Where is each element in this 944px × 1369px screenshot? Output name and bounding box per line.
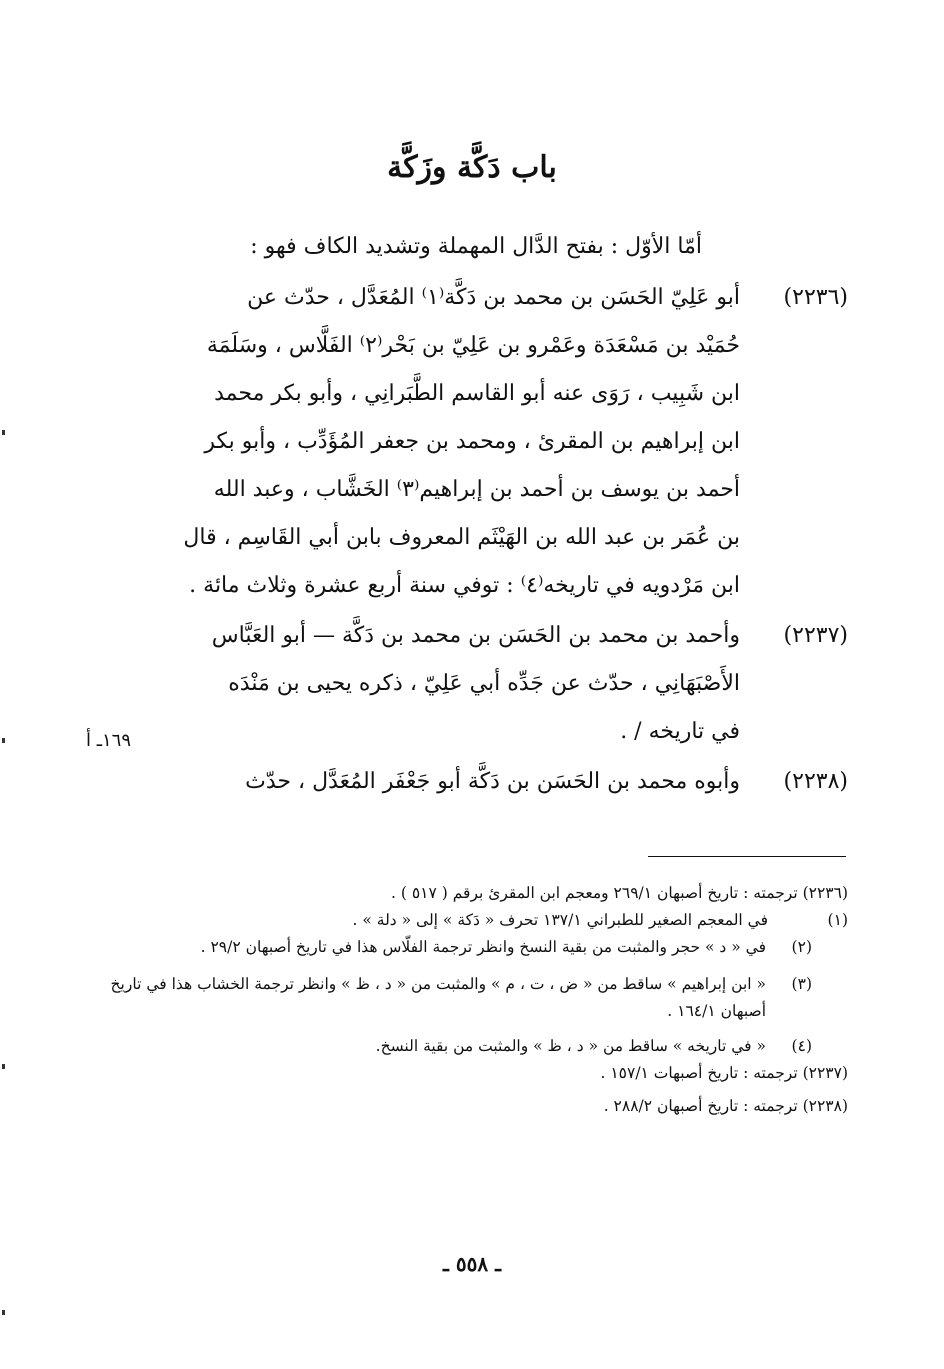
scan-edge-mark (2, 430, 5, 435)
entry-line: وأبوه محمد بن الحَسَن بن دَكَّة أبو جَعْفَر المُعَدَّل ، حدّث (245, 769, 740, 794)
entry-line: ابن شَبِيب ، رَوَى عنه أبو القاسم الطَّبَرانِي ، وأبو بكر محمد (214, 381, 740, 406)
footnote-mark: (١) (827, 911, 848, 929)
footnote-item (96, 880, 848, 907)
manuscript-folio-note: ١٦٩ـ أ (86, 730, 132, 751)
scan-edge-mark (2, 1310, 5, 1315)
footnote-item (96, 907, 848, 934)
footnote-text: « ابن إبراهيم » ساقط من « ض ، ت ، م » والمثبت من « د ، ظ » وانظر ترجمة الخشاب هذا في تاريخ أصبهان ١٦٤/١ . (110, 975, 766, 1020)
page-number: ـ ٥٥٨ ـ (443, 1252, 501, 1276)
footnote-item (96, 1033, 848, 1060)
footnote-text: (٢٢٣٨) ترجمته : تاريخ أصبهان ٢٨٨/٢ . (603, 1097, 848, 1115)
entry-text (104, 758, 740, 806)
entry-line: ابن إبراهيم بن المقرئ ، ومحمد بن جعفر المُؤَدِّب ، وأبو بكر (204, 429, 740, 454)
footnote-divider (648, 856, 846, 857)
entry-text (104, 274, 740, 610)
entry-number: (٢٢٣٧) (783, 623, 848, 648)
entry-number: (٢٢٣٦) (783, 285, 848, 310)
entry-line: ابن مَرْدويه في تاريخه⁽٤⁾ : توفي سنة أربع عشرة وثلاث مائة . (189, 573, 740, 598)
footnote-text: (٢٢٣٧) ترجمته : تاريخ أصبهات ١٥٧/١ . (600, 1064, 848, 1082)
entry-line: الأَصْبَهَانِي ، حدّث عن جَدِّه أبي عَلِيّ ، ذكره يحيى بن مَنْدَه (228, 671, 740, 696)
entry-line: أحمد بن يوسف بن أحمد بن إبراهيم⁽٣⁾ الخَشَّاب ، وعبد الله (213, 477, 740, 502)
scan-edge-mark (2, 1064, 5, 1069)
entry-line: بن عُمَر بن عبد الله بن الهَيْثَم المعروف بابن أبي القَاسِم ، قال (183, 525, 740, 550)
footnote-mark: (٤) (791, 1037, 812, 1055)
entry-2238 (96, 758, 848, 806)
footnote-item (96, 1060, 848, 1087)
footnotes (96, 880, 848, 1120)
footnote-text: « في تاريخه » ساقط من « د ، ظ » والمثبت من بقية النسخ. (375, 1037, 766, 1055)
footnote-spacer (96, 961, 848, 971)
footnote-item (96, 934, 848, 961)
footnote-mark: (٢) (791, 938, 812, 956)
entry-text (104, 612, 740, 756)
footnote-item (96, 1093, 848, 1120)
footnote-mark: (٣) (791, 975, 812, 993)
entry-number: (٢٢٣٨) (783, 769, 848, 794)
footnote-text: (٢٢٣٦) ترجمته : تاريخ أصبهان ٢٦٩/١ ومعجم ابن المقرئ برقم ( ٥١٧ ) . (391, 884, 848, 902)
entry-2236 (96, 274, 848, 610)
entry-line: أبو عَلِيّ الحَسَن بن محمد بن دَكَّة⁽١⁾ المُعَدَّل ، حدّث عن (247, 285, 740, 310)
entry-line: وأحمد بن محمد بن الحَسَن بن محمد بن دَكَّة — أبو العَبَّاس (211, 623, 740, 648)
entry-line: في تاريخه / . (620, 719, 740, 744)
entry-2237 (96, 612, 848, 756)
footnote-text: في « د » حجر والمثبت من بقية النسخ وانظر ترجمة الفلّاس هذا في تاريخ أصبهان ٢٩/٢ . (200, 938, 766, 956)
footnote-text: في المعجم الصغير للطبراني ١٣٧/١ تحرف « دَكة » إلى « دلة » . (352, 911, 768, 929)
intro-line: أمّا الأوّل : بفتح الدَّال المهملة وتشديد الكاف فهو : (250, 234, 702, 259)
entry-line: حُمَيْد بن مَسْعَدَة وعَمْرو بن عَلِيّ بن بَحْر⁽٢⁾ الفَلَّاس ، وسَلَمَة (206, 333, 740, 358)
footnote-item (96, 971, 848, 1025)
footnote-spacer (96, 1025, 848, 1033)
chapter-title: باب دَكَّة وزَكَّة (387, 150, 557, 185)
scan-edge-mark (2, 738, 5, 743)
